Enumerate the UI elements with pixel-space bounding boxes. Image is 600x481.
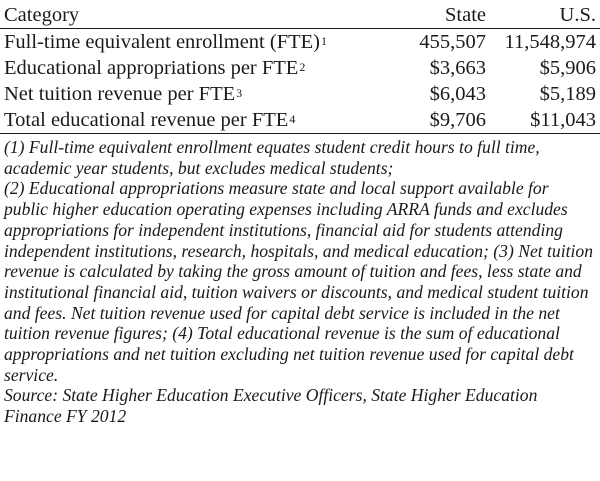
row-category [0, 107, 382, 134]
footnote-marker: 4 [289, 112, 296, 126]
table-header-row [0, 1, 600, 29]
row-state-value: 455,507 [419, 31, 486, 53]
row-us-value: 11,548,974 [504, 31, 596, 53]
row-us-value: $5,906 [539, 57, 596, 79]
finance-table [0, 1, 600, 134]
category-label: Educational appropriations per FTE [4, 57, 299, 79]
table-row [0, 55, 600, 81]
row-category [0, 55, 382, 81]
table-notes [0, 134, 600, 427]
row-category [0, 81, 382, 107]
row-category [0, 29, 382, 56]
footnote-marker: 3 [236, 86, 243, 100]
row-state-value: $9,706 [429, 109, 486, 131]
footnote-marker: 1 [320, 34, 327, 48]
row-state-value: $6,043 [429, 83, 486, 105]
row-state-value: $3,663 [429, 57, 486, 79]
source-note: Source: State Higher Education Executive Officers, State Higher Education Finance FY 2012 [4, 385, 538, 427]
category-label: Net tuition revenue per FTE [4, 83, 236, 105]
fte-note: (1) Full-time equivalent enrollment equates student credit hours to full time, academic year students, but excludes medical students; [4, 137, 540, 178]
table-row [0, 81, 600, 107]
header-category: Category [4, 4, 80, 26]
table-row [0, 29, 600, 56]
row-us-value: $5,189 [539, 83, 596, 105]
table-row [0, 107, 600, 134]
row-us-value: $11,043 [530, 109, 596, 131]
category-label: Full-time equivalent enrollment (FTE) [4, 31, 320, 53]
header-state: State [445, 4, 486, 26]
footnote-marker: 2 [299, 60, 306, 74]
category-label: Total educational revenue per FTE [4, 109, 289, 131]
header-us: U.S. [559, 4, 596, 26]
definitions-note: (2) Educational appropriations measure state and local support available for public higher education operating expenses including ARRA funds and excludes appropriations for independent institutions, financial aid for students attending independent institutions, research, hospitals, and medical education; (3) Net tuition revenue is calculated by taking the gross amount of tuition and fees, less state and institutional financial aid, tuition waivers or discounts, and medical student tuition and fees. Net tuition revenue used for capital debt service is included in the net tuition revenue figures; (4) Total educational revenue is the sum of educational appropriations and net tuition excluding net tuition revenue used for capital debt service. [4, 178, 593, 385]
document-page [0, 1, 600, 481]
